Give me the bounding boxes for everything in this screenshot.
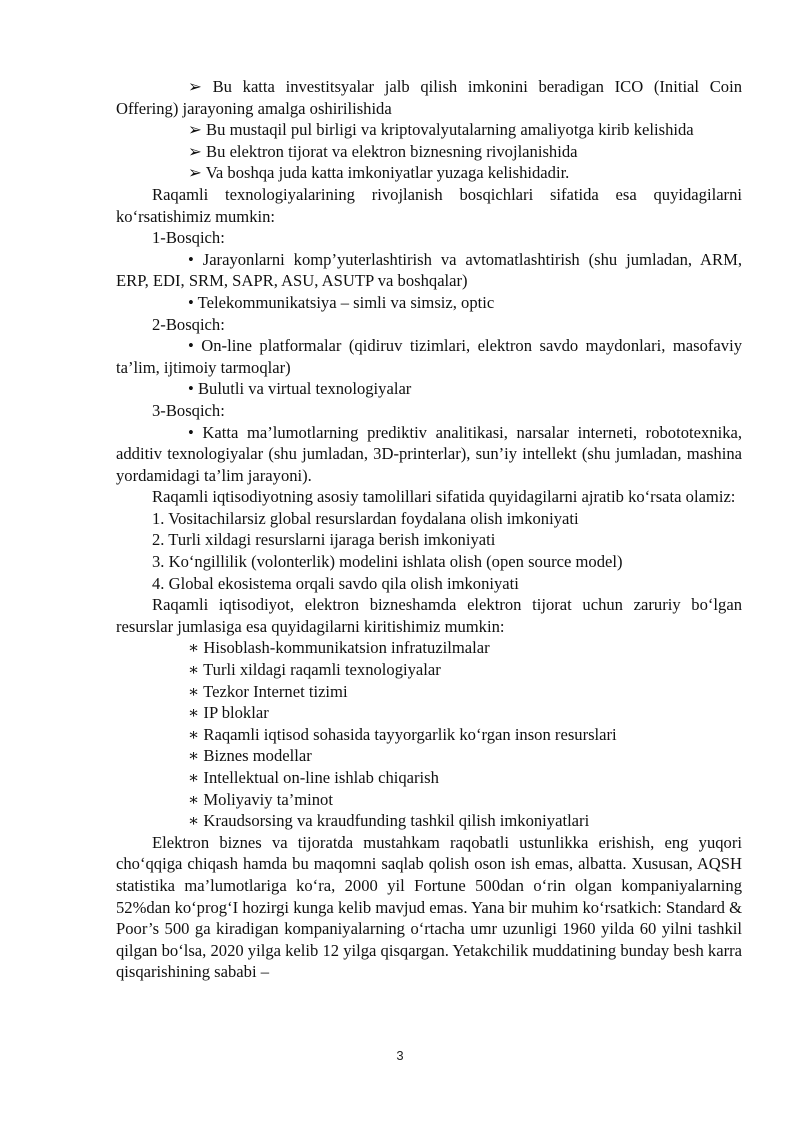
paragraph-text: Telekommunikatsiya – simli va simsiz, optic [193,292,495,312]
dot-bullet-icon: • [188,379,194,399]
paragraph [116,184,742,227]
paragraph-text: Raqamli texnologiyalarining rivojlanish bosqichlari sifatida esa quyidagilarni ko‘rsatishimiz mumkin: [116,184,742,226]
paragraph-text: Biznes modellar [199,746,312,766]
asterisk-bullet-icon: ∗ [188,660,200,680]
paragraph-text: Katta ma’lumotlarning prediktiv analitikasi, narsalar interneti, robototexnika, additiv texnologiyalar (shu jumladan, 3D-printerlar), sun’iy intellekt (shu jumladan, mashina yordamidagi ta’lim jarayoni). [116,422,742,485]
paragraph-text: 3. Ko‘ngillilik (volonterlik) modelini ishlata olish (open source model) [152,552,623,572]
paragraph-text: Jarayonlarni komp’yuterlashtirish va avtomatlashtirish (shu jumladan, ARM, ERP, EDI, SRM, SAPR, ASU, ASUTP va boshqalar) [116,249,742,291]
asterisk-bullet-icon: ∗ [188,746,200,766]
asterisk-bullet-icon: ∗ [188,703,200,723]
asterisk-bullet-icon: ∗ [188,724,200,744]
paragraph [116,249,742,292]
list-item [116,681,742,703]
paragraph-text: Raqamli iqtisodiyotning asosiy tamolillari sifatida quyidagilarni ajratib ko‘rsata olamiz: [152,487,736,507]
asterisk-bullet-icon: ∗ [188,768,200,787]
paragraph-text: 4. Global ekosistema orqali savdo qila olish imkoniyati [152,573,519,593]
paragraph [116,292,742,314]
numbered-item [116,551,742,573]
paragraph-text: Bu katta investitsyalar jalb qilish imkonini beradigan ICO (Initial Coin Offering) jarayoning amalga oshirilishida [116,77,742,118]
paragraph [116,422,742,487]
paragraph [116,486,742,508]
paragraph [116,162,742,184]
list-item [116,745,742,767]
list-item [116,789,742,811]
paragraph-text: Bu elektron tijorat va elektron biznesning rivojlanishida [201,141,578,161]
paragraph [116,832,742,983]
stage-heading [116,227,742,249]
asterisk-bullet-icon: ∗ [188,638,200,658]
dot-bullet-icon: • [188,422,194,442]
arrow-bullet-icon: ➢ [188,141,202,161]
paragraph [116,378,742,400]
numbered-item [116,508,742,530]
paragraph [116,119,742,141]
paragraph [116,76,742,119]
arrow-bullet-icon: ➢ [188,120,202,140]
paragraph-text: 1. Vositachilarsiz global resurslardan foydalana olish imkoniyati [152,508,579,528]
paragraph-text: Elektron biznes va tijoratda mustahkam raqobatli ustunlikka erishish, eng yuqori cho‘qqiga chiqash hamda bu maqomni saqlab qolish oson ish emas, albatta. Xususan, AQSH statistika ma’lumotlariga ko‘ra, 2000 yil Fortune 500dan o‘rin olgan kompaniyalarning 52%dan ko‘prog‘I hozirgi kunga kelib mavjud emas. Yana bir muhim ko‘rsatkich: Standard & Poor’s 500 ga kiradigan kompaniyalarning o‘rtacha umr uzunligi 1960 yilda 60 yilni tashkil qilgan bo‘lsa, 2020 yilga kelib 12 yilga qisqargan. Yetakchilik muddatining bunday besh karra qisqarishining sababi – [116,832,742,982]
stage-heading [116,400,742,422]
paragraph-text: Tezkor Internet tizimi [199,681,348,701]
stage-heading [116,314,742,336]
numbered-item [116,529,742,551]
asterisk-bullet-icon: ∗ [188,811,200,831]
paragraph-text: Va boshqa juda katta imkoniyatlar yuzaga kelishidadir. [201,163,570,183]
paragraph-text: Hisoblash-kommunikatsion infratuzilmalar [199,638,490,658]
paragraph-text: On-line platformalar (qidiruv tizimlari, elektron savdo maydonlari, masofaviy ta’lim, ijtimoiy tarmoqlar) [116,336,742,377]
paragraph-text: 2-Bosqich: [152,314,225,334]
list-item [116,810,742,832]
paragraph-text: IP bloklar [199,703,269,723]
numbered-item [116,573,742,595]
paragraph-text: Intellektual on-line ishlab chiqarish [199,768,439,787]
paragraph [116,335,742,378]
paragraph [116,594,742,637]
paragraph-text: Moliyaviy ta’minot [199,789,333,809]
paragraph-text: Bu mustaqil pul birligi va kriptovalyutalarning amaliyotga kirib kelishida [201,120,694,140]
dot-bullet-icon: • [188,249,194,269]
paragraph-text: Raqamli iqtisod sohasida tayyorgarlik ko‘rgan inson resurslari [199,724,617,744]
list-item [116,724,742,746]
paragraph-text: Kraudsorsing va kraudfunding tashkil qilish imkoniyatlari [199,811,590,831]
arrow-bullet-icon: ➢ [188,163,202,183]
arrow-bullet-icon: ➢ [188,77,202,96]
dot-bullet-icon: • [188,336,194,356]
list-item [116,702,742,724]
list-item [116,659,742,681]
list-item [116,767,742,789]
asterisk-bullet-icon: ∗ [188,789,200,809]
paragraph-text: 2. Turli xildagi resurslarni ijaraga berish imkoniyati [152,530,496,550]
paragraph-text: 3-Bosqich: [152,400,225,420]
paragraph-text: 1-Bosqich: [152,228,225,248]
list-item [116,637,742,659]
page-number: 3 [396,1048,404,1063]
document-body [116,76,742,983]
paragraph [116,141,742,163]
paragraph-text: Turli xildagi raqamli texnologiyalar [199,660,441,680]
paragraph-text: Bulutli va virtual texnologiyalar [193,379,412,399]
asterisk-bullet-icon: ∗ [188,681,200,701]
dot-bullet-icon: • [188,292,194,312]
paragraph-text: Raqamli iqtisodiyot, elektron bizneshamda elektron tijorat uchun zaruriy bo‘lgan resurslar jumlasiga esa quyidagilarni kiritishimiz mumkin: [116,595,742,636]
